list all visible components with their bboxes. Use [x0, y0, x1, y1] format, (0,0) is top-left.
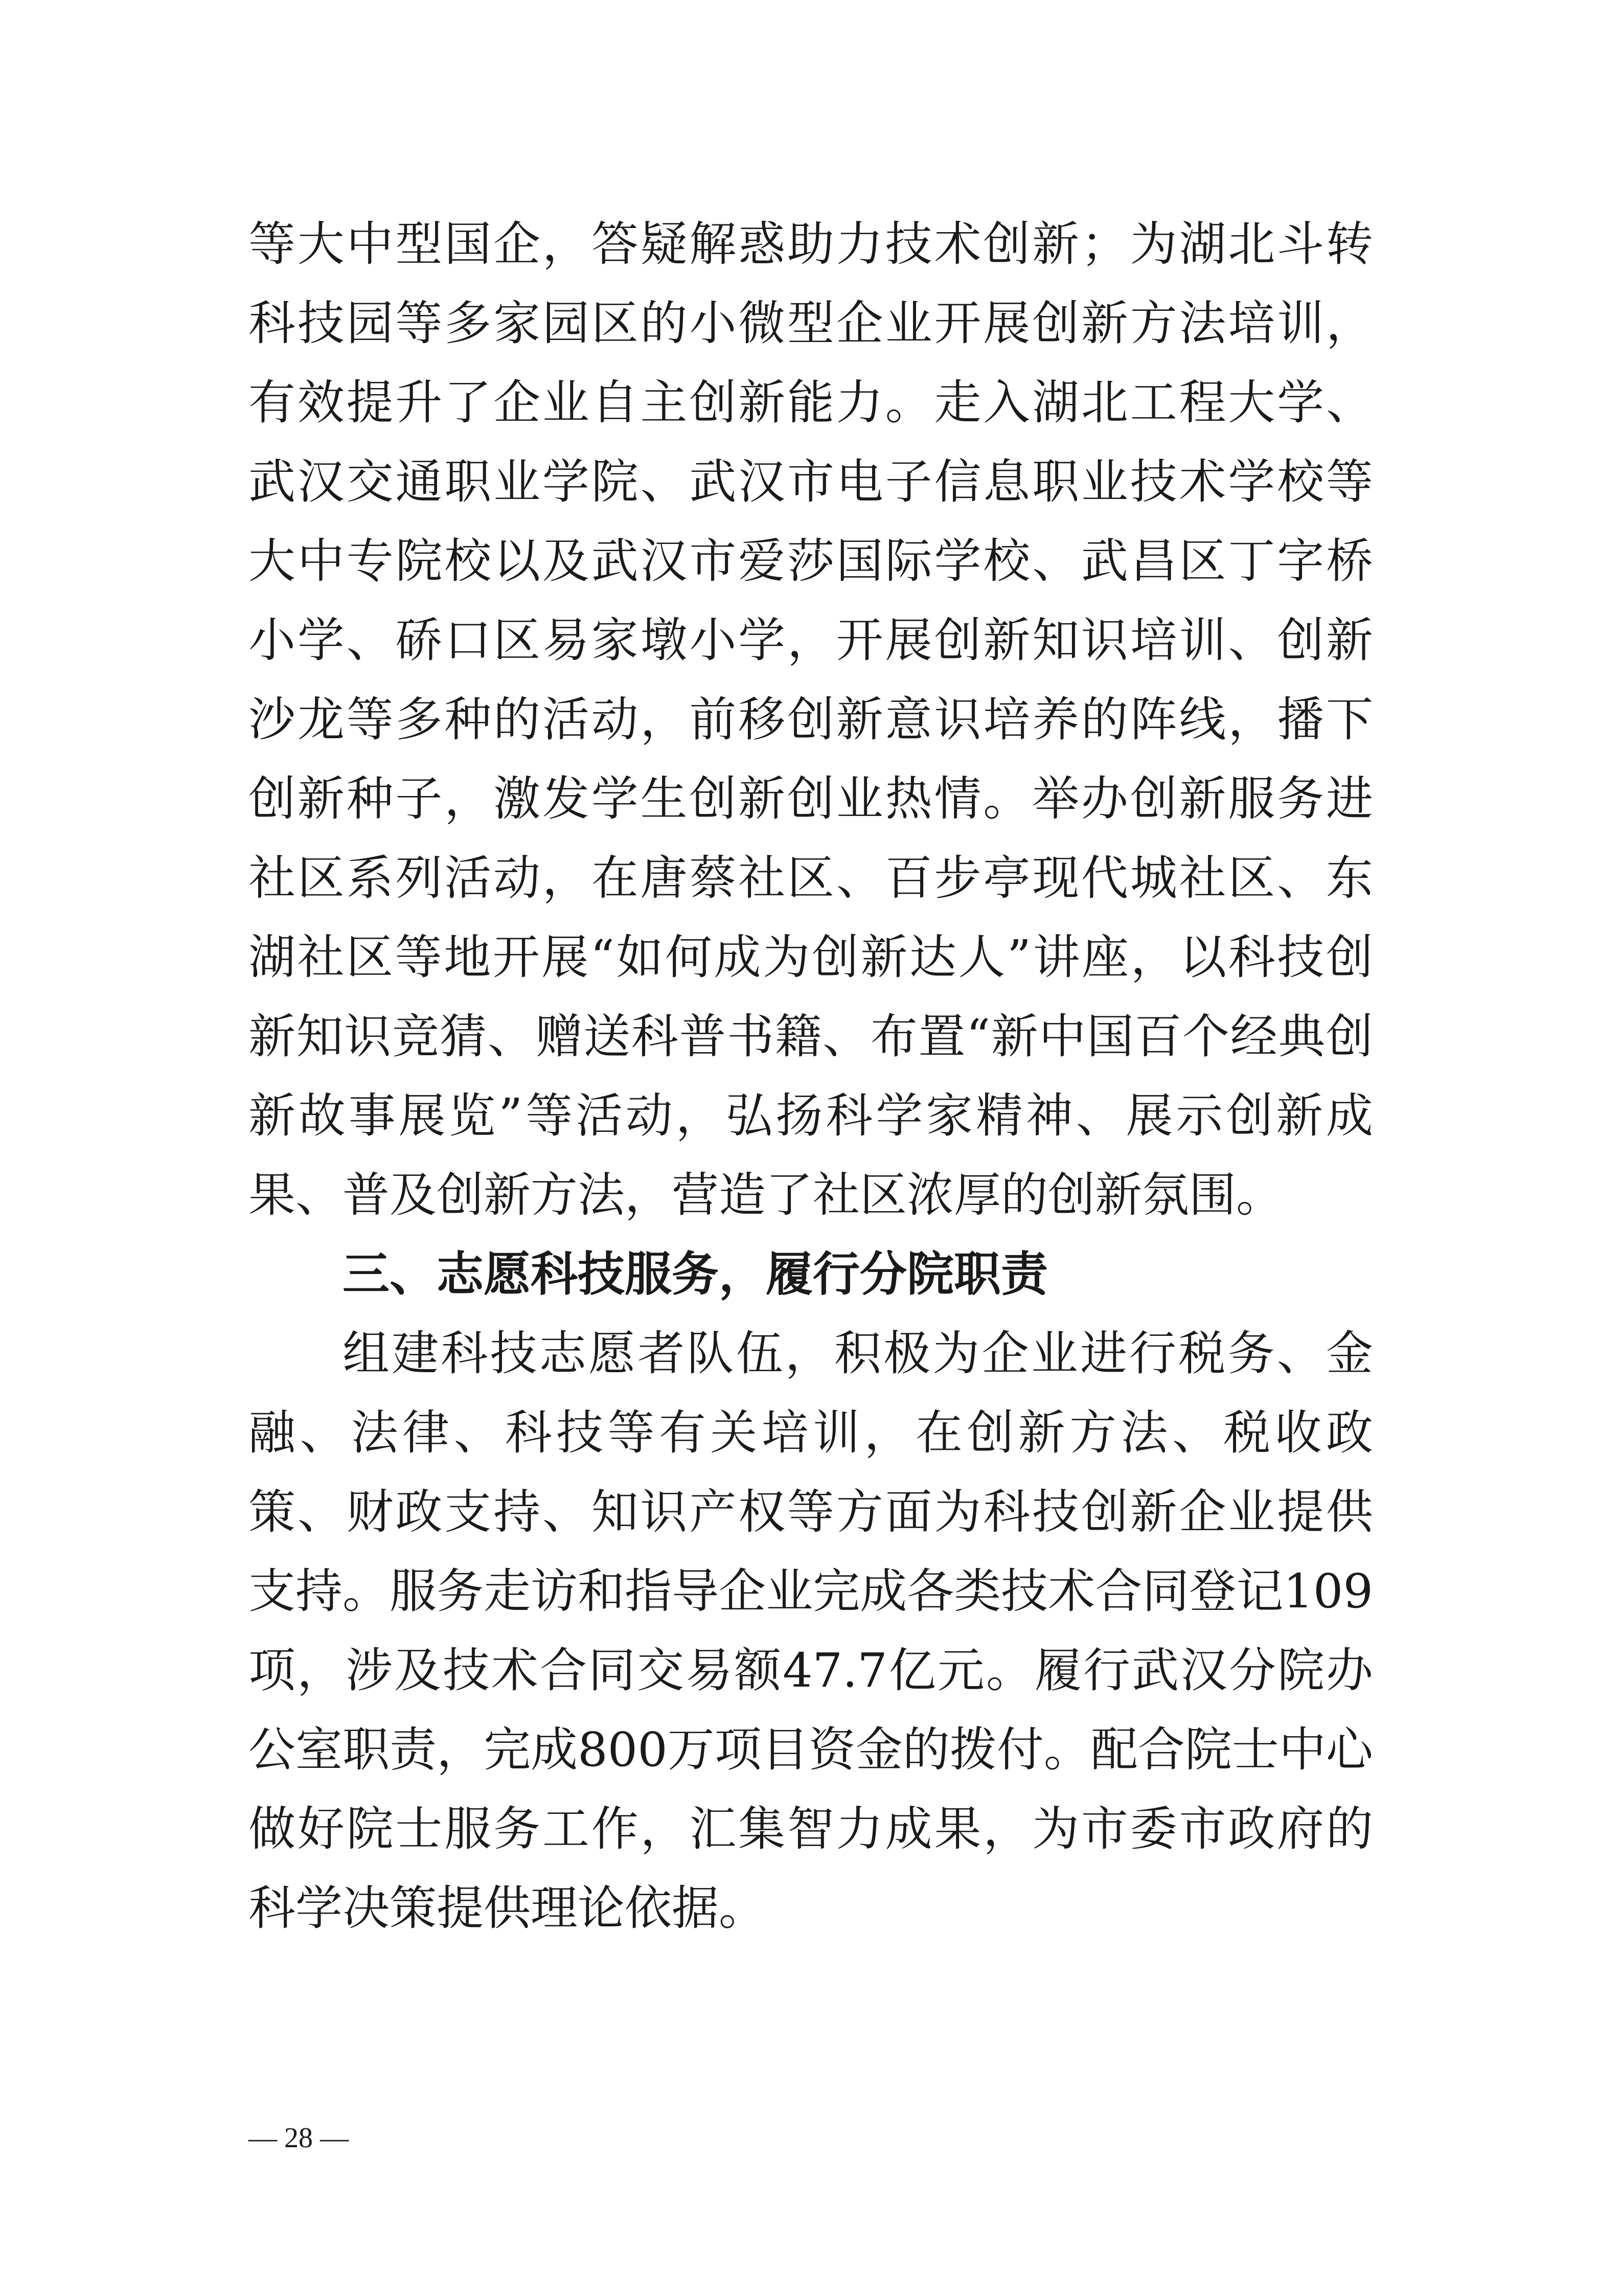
document-body: [248, 204, 1373, 1948]
page-number: — 28 —: [248, 2122, 349, 2154]
paragraph-continued: 等大中型国企，答疑解惑助力技术创新；为湖北斗转科技园等多家园区的小微型企业开展创新方法培训，有效提升了企业自主创新能力。走入湖北工程大学、武汉交通职业学院、武汉市电子信息职业技术学校等大中专院校以及武汉市爱莎国际学校、武昌区丁字桥小学、硚口区易家墩小学，开展创新知识培训、创新沙龙等多种的活动，前移创新意识培养的阵线，播下创新种子，激发学生创新创业热情。举办创新服务进社区系列活动，在唐蔡社区、百步亭现代城社区、东湖社区等地开展“如何成为创新达人”讲座，以科技创新知识竞猜、赠送科普书籍、布置“新中国百个经典创新故事展览”等活动，弘扬科学家精神、展示创新成果、普及创新方法，营造了社区浓厚的创新氛围。: [248, 217, 1373, 1222]
section-heading-3: 三、志愿科技服务，履行分院职责: [342, 1247, 1048, 1302]
paragraph-volunteer-services: 组建科技志愿者队伍，积极为企业进行税务、金融、法律、科技等有关培训，在创新方法、税收政策、财政支持、知识产权等方面为科技创新企业提供支持。服务走访和指导企业完成各类技术合同登记109项，涉及技术合同交易额47.7亿元。履行武汉分院办公室职责，完成800万项目资金的拨付。配合院士中心做好院士服务工作，汇集智力成果，为市委市政府的科学决策提供理论依据。: [248, 1326, 1373, 1936]
